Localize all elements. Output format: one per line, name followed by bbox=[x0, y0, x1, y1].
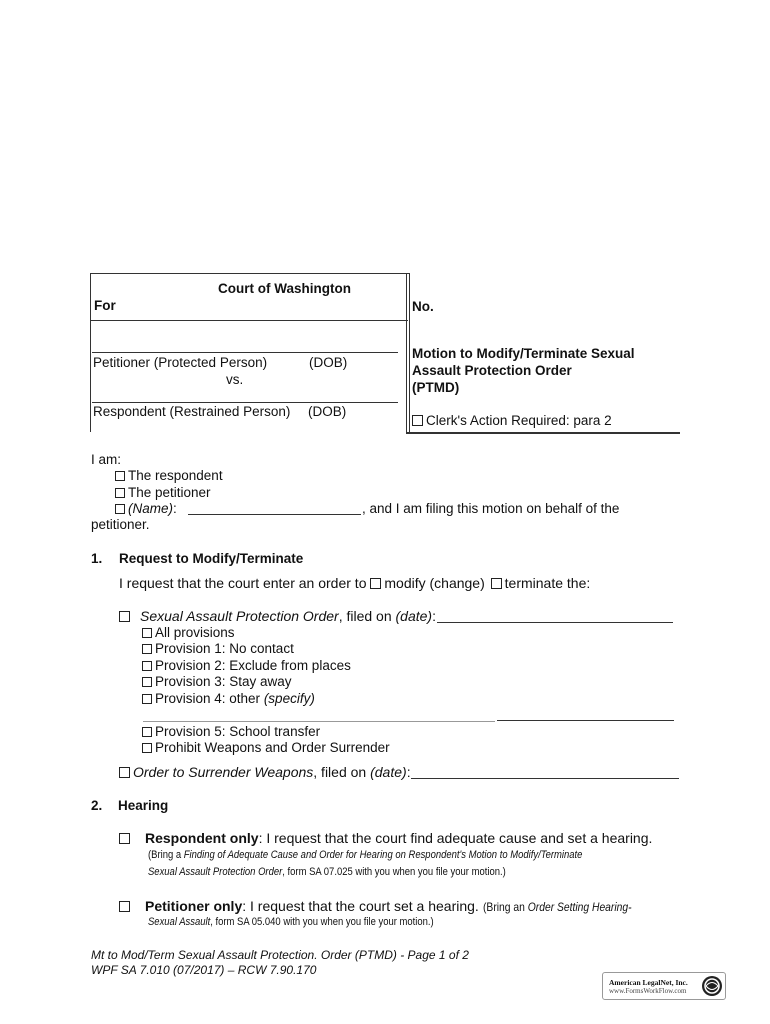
respondent-only-label: Respondent only bbox=[145, 830, 259, 846]
surrender-filed-text: , filed on bbox=[313, 764, 371, 780]
sapo-row bbox=[119, 608, 436, 624]
provision-5 bbox=[142, 724, 320, 739]
name-option-label: (Name) bbox=[128, 501, 174, 516]
provision-4-specify: (specify) bbox=[263, 691, 315, 706]
sapo-checkbox[interactable] bbox=[119, 611, 130, 622]
section1-heading: Request to Modify/Terminate bbox=[119, 551, 304, 566]
section2-number: 2. bbox=[91, 798, 103, 813]
sapo-date-label: (date) bbox=[395, 608, 433, 624]
provision-1-checkbox[interactable] bbox=[142, 644, 152, 654]
respondent-checkbox[interactable] bbox=[115, 471, 125, 481]
respondent-only-row bbox=[119, 830, 652, 846]
provision-1-label: Provision 1: No contact bbox=[155, 641, 294, 656]
petitioner-only-checkbox[interactable] bbox=[119, 901, 130, 912]
surrender-checkbox[interactable] bbox=[119, 767, 130, 778]
note-text: , form SA 07.025 with you when you file your motion.) bbox=[282, 866, 506, 878]
modify-label: modify (change) bbox=[384, 575, 485, 591]
petitioner-only-note-2 bbox=[148, 916, 434, 928]
caption-bottom-rule bbox=[406, 432, 680, 434]
sapo-date-input-line[interactable] bbox=[437, 622, 673, 623]
surrender-label: Order to Surrender Weapons bbox=[133, 764, 314, 780]
note-text: (Bring an bbox=[482, 900, 528, 914]
provision-1 bbox=[142, 641, 294, 656]
iam-option-name bbox=[115, 501, 177, 516]
section2-heading: Hearing bbox=[118, 798, 169, 813]
publisher-logo bbox=[602, 972, 726, 1000]
publisher-name: American LegalNet, Inc. bbox=[609, 978, 688, 987]
petitioner-only-text: : I request that the court set a hearing. bbox=[242, 898, 483, 914]
request-sentence bbox=[119, 575, 590, 591]
sapo-filed-text: , filed on bbox=[338, 608, 396, 624]
name-checkbox[interactable] bbox=[115, 504, 125, 514]
respondent-only-text: : I request that the court find adequate cause and set a hearing. bbox=[258, 830, 653, 846]
terminate-checkbox[interactable] bbox=[491, 578, 502, 589]
petitioner-checkbox[interactable] bbox=[115, 488, 125, 498]
note-text: (Bring a bbox=[148, 849, 184, 861]
caption-right-divider bbox=[406, 273, 407, 432]
case-no-label: No. bbox=[412, 299, 434, 314]
respondent-label: Respondent (Restrained Person) bbox=[93, 404, 291, 419]
petitioner-line bbox=[92, 352, 398, 353]
name-input-line[interactable] bbox=[188, 514, 361, 515]
petitioner-only-note-inline bbox=[483, 900, 632, 914]
respondent-only-checkbox[interactable] bbox=[119, 833, 130, 844]
note-form-title: Finding of Adequate Cause and Order for Hearing on Respondent's Motion to Modify/Terminate bbox=[183, 849, 583, 861]
respondent-line bbox=[92, 402, 398, 403]
note-text: , form SA 05.040 with you when you file your motion.) bbox=[210, 916, 434, 928]
clerk-action-checkbox[interactable] bbox=[412, 415, 423, 426]
surrender-date-label: (date) bbox=[370, 764, 407, 780]
for-label: For bbox=[94, 298, 116, 313]
provision-5-checkbox[interactable] bbox=[142, 727, 152, 737]
publisher-url: www.FormsWorkFlow.com bbox=[609, 987, 687, 995]
provision-3 bbox=[142, 674, 292, 689]
provision-4-specify-line[interactable] bbox=[143, 721, 495, 722]
clerk-action-label: Clerk's Action Required: para 2 bbox=[426, 413, 612, 428]
provision-3-label: Provision 3: Stay away bbox=[155, 674, 292, 689]
note-form-title: Order Setting Hearing- bbox=[527, 900, 632, 914]
clerk-action bbox=[412, 413, 612, 428]
sapo-label: Sexual Assault Protection Order bbox=[140, 608, 339, 624]
surrender-date-input-line[interactable] bbox=[411, 778, 679, 779]
petitioner-label: Petitioner (Protected Person) bbox=[93, 355, 268, 370]
form-title-line3: (PTMD) bbox=[412, 380, 460, 395]
terminate-label: terminate the: bbox=[504, 575, 591, 591]
respondent-only-note-2 bbox=[148, 866, 506, 878]
provision-5-label: Provision 5: School transfer bbox=[155, 724, 321, 739]
footer-line-2: WPF SA 7.010 (07/2017) – RCW 7.90.170 bbox=[91, 963, 317, 977]
iam-option-petitioner bbox=[115, 485, 211, 500]
versus-label: vs. bbox=[226, 372, 244, 387]
petitioner-option-label: The petitioner bbox=[128, 485, 211, 500]
petitioner-only-label: Petitioner only bbox=[145, 898, 243, 914]
footer-line-1: Mt to Mod/Term Sexual Assault Protection. Order (PTMD) - Page 1 of 2 bbox=[91, 948, 469, 962]
respondent-dob: (DOB) bbox=[308, 404, 347, 419]
provision-2-label: Provision 2: Exclude from places bbox=[155, 658, 351, 673]
on-behalf-text-2: petitioner. bbox=[91, 517, 150, 532]
court-heading: Court of Washington bbox=[218, 281, 351, 296]
provision-weapons-checkbox[interactable] bbox=[142, 743, 152, 753]
petitioner-only-row bbox=[119, 898, 655, 914]
provision-4-specify-line-2[interactable] bbox=[497, 720, 674, 721]
petitioner-dob: (DOB) bbox=[309, 355, 348, 370]
form-title-line2: Assault Protection Order bbox=[412, 363, 572, 378]
on-behalf-text: , and I am filing this motion on behalf of the bbox=[362, 501, 620, 516]
surrender-colon: : bbox=[406, 764, 411, 780]
caption-mid-divider bbox=[90, 320, 408, 321]
section1-number: 1. bbox=[91, 551, 103, 566]
provision-3-checkbox[interactable] bbox=[142, 677, 152, 687]
provision-4-checkbox[interactable] bbox=[142, 694, 152, 704]
form-title-line1: Motion to Modify/Terminate Sexual bbox=[412, 346, 635, 361]
request-prefix: I request that the court enter an order to bbox=[119, 575, 367, 591]
note-form-title: Sexual Assault Protection Order bbox=[148, 866, 283, 878]
provision-all bbox=[142, 625, 235, 640]
sapo-colon: : bbox=[432, 608, 436, 624]
publisher-globe-icon bbox=[701, 975, 723, 997]
name-colon: : bbox=[173, 501, 177, 516]
iam-label: I am: bbox=[91, 452, 122, 467]
provision-2 bbox=[142, 658, 351, 673]
provision-all-label: All provisions bbox=[155, 625, 235, 640]
provision-4 bbox=[142, 691, 315, 706]
provision-4-label: Provision 4: other bbox=[155, 691, 264, 706]
surrender-row bbox=[119, 764, 411, 780]
iam-option-respondent bbox=[115, 468, 223, 483]
respondent-only-note-1 bbox=[148, 849, 582, 861]
provision-weapons-label: Prohibit Weapons and Order Surrender bbox=[155, 740, 390, 755]
provision-2-checkbox[interactable] bbox=[142, 661, 152, 671]
note-form-title: Sexual Assault bbox=[148, 916, 211, 928]
modify-checkbox[interactable] bbox=[370, 578, 381, 589]
respondent-option-label: The respondent bbox=[128, 468, 223, 483]
provision-all-checkbox[interactable] bbox=[142, 628, 152, 638]
provision-weapons bbox=[142, 740, 390, 755]
